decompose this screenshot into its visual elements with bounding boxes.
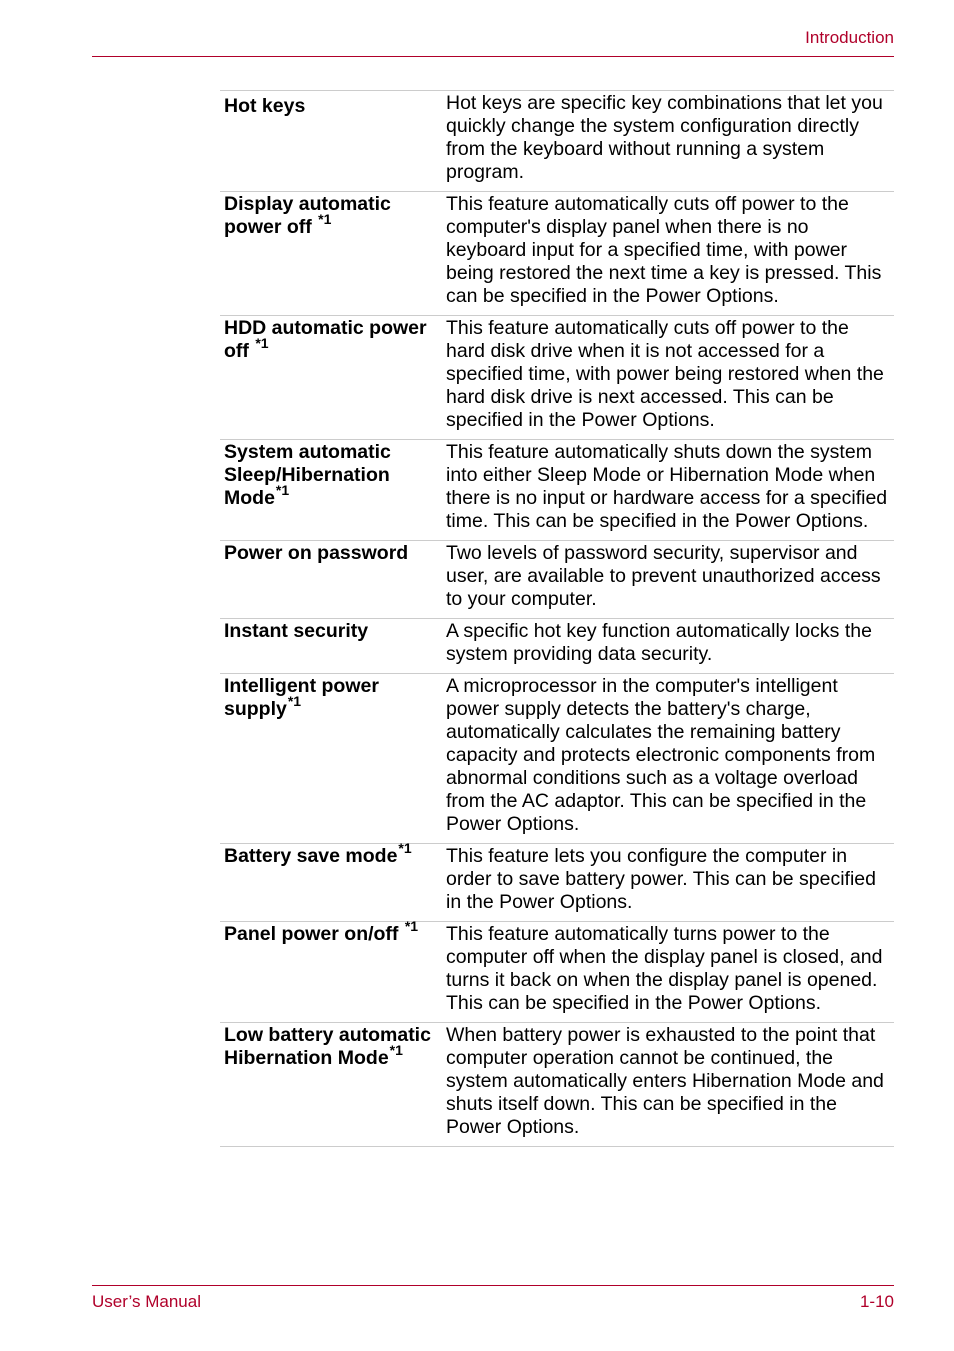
feature-term-cell <box>220 674 442 844</box>
feature-term-cell <box>220 541 442 619</box>
feature-term: Low battery automatic Hibernation Mode <box>224 1024 431 1069</box>
table-row <box>220 674 894 844</box>
footnote-marker: *1 <box>275 482 290 498</box>
feature-description: A microprocessor in the computer's intelligent power supply detects the battery's charge, automatically calculates the remaining battery capacity and protects electronic components from abnormal conditions such as a voltage overload from the AC adaptor. This can be specified in the Power Options. <box>446 675 876 835</box>
table-row <box>220 1023 894 1147</box>
table-row <box>220 541 894 619</box>
feature-description: This feature automatically cuts off power to the computer's display panel when there is no keyboard input for a specified time, with power being restored the next time a key is pressed. This can be specified in the Power Options. <box>446 193 882 307</box>
feature-term: System automatic Sleep/Hibernation Mode <box>224 441 391 509</box>
table-row <box>220 844 894 922</box>
page-number: 1-10 <box>859 1292 894 1311</box>
footnote-marker: *1 <box>255 335 269 351</box>
table-row <box>220 91 894 192</box>
footnote-marker: *1 <box>398 840 412 856</box>
feature-term-cell <box>220 91 442 192</box>
feature-description: This feature automatically turns power to the computer off when the display panel is closed, and turns it back on when the display panel is opened. This can be specified in the Power Options. <box>446 923 883 1014</box>
feature-term: Intelligent power supply <box>224 675 379 720</box>
table-row <box>220 619 894 674</box>
table-row <box>220 316 894 440</box>
feature-term-cell <box>220 840 442 922</box>
feature-term: Display automatic power off <box>224 193 391 238</box>
table-row <box>220 192 894 316</box>
footer-divider <box>92 1285 894 1286</box>
feature-description: This feature automatically shuts down the system into either Sleep Mode or Hibernation Mode when there is no input or hardware access for a specified time. This can be specified in the Power Options. <box>446 441 888 532</box>
footnote-marker: *1 <box>389 1042 403 1058</box>
feature-term-cell <box>220 619 442 674</box>
feature-term: Hot keys <box>224 95 306 117</box>
feature-term-cell <box>220 1023 442 1147</box>
feature-description: A specific hot key function automatically locks the system providing data security. <box>446 620 872 665</box>
feature-term-cell <box>220 918 442 1023</box>
header-section-title: Introduction <box>805 28 894 47</box>
feature-term: HDD automatic power off <box>224 317 427 362</box>
table-row <box>220 440 894 541</box>
table-row <box>220 922 894 1023</box>
feature-term-cell <box>220 316 442 440</box>
feature-term: Battery save mode <box>224 845 398 867</box>
footer-manual-title: User’s Manual <box>92 1292 201 1311</box>
feature-table <box>220 90 894 1147</box>
feature-description: This feature automatically cuts off power to the hard disk drive when it is not accessed for a specified time, with power being restored when the hard disk drive is next accessed. This can be specified in the Power Options. <box>446 317 884 431</box>
feature-description: When battery power is exhausted to the point that computer operation cannot be continued, the system automatically enters Hibernation Mode and shuts itself down. This can be specified in the Power Options. <box>446 1024 884 1138</box>
feature-term: Power on password <box>224 542 409 564</box>
feature-term-cell <box>220 192 442 316</box>
feature-description: Two levels of password security, supervisor and user, are available to prevent unauthorized access to your computer. <box>446 542 881 610</box>
footnote-marker: *1 <box>287 693 302 709</box>
feature-term: Instant security <box>224 620 369 642</box>
header-divider <box>92 56 894 57</box>
feature-description: This feature lets you configure the computer in order to save battery power. This can be specified in the Power Options. <box>446 845 876 913</box>
footnote-marker: *1 <box>318 211 332 227</box>
feature-term-cell <box>220 440 442 541</box>
feature-description: Hot keys are specific key combinations that let you quickly change the system configuration directly from the keyboard without running a system program. <box>446 92 883 183</box>
footnote-marker: *1 <box>404 918 419 934</box>
feature-term: Panel power on/off <box>224 923 404 945</box>
